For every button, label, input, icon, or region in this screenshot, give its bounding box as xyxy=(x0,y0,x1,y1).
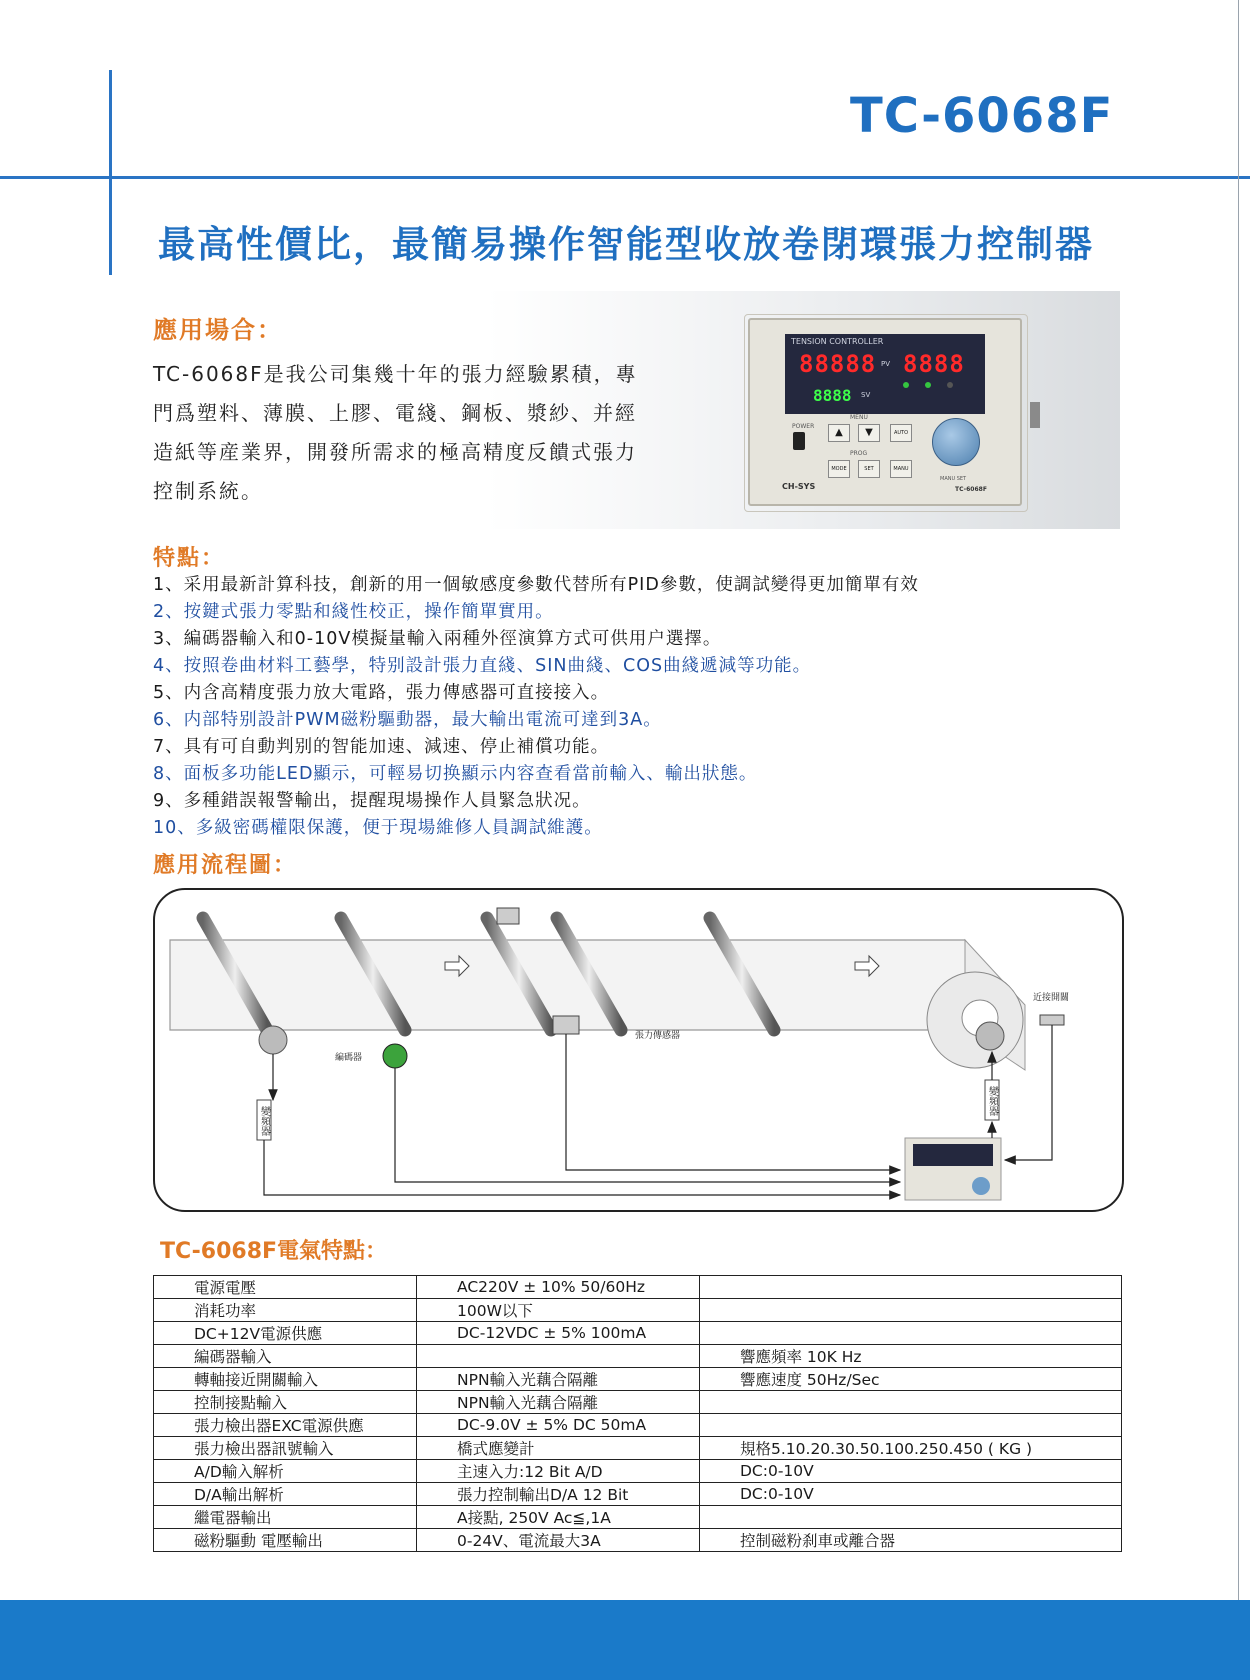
table-row xyxy=(154,1391,1122,1414)
mode-button: MODE xyxy=(828,460,850,478)
flow-diagram xyxy=(153,888,1124,1212)
encoder-label: 編碼器 xyxy=(335,1053,363,1063)
spec-name: 磁粉驅動 電壓輸出 xyxy=(154,1529,417,1552)
spec-note: 規格5.10.20.30.50.100.250.450 ( KG ) xyxy=(700,1437,1122,1460)
proximity-switch xyxy=(1040,1015,1064,1025)
features-list xyxy=(153,572,919,842)
spec-value: 0-24V、電流最大3A xyxy=(417,1529,700,1552)
tension-knob xyxy=(932,418,980,466)
spec-note xyxy=(700,1391,1122,1414)
table-row xyxy=(154,1437,1122,1460)
spec-value: A接點, 250V Ac≦,1A xyxy=(417,1506,700,1529)
feature-item: 3、編碼器輸入和0-10V模擬量輸入兩種外徑演算方式可供用户選擇。 xyxy=(153,629,722,649)
spec-value: DC-9.0V ± 5% DC 50mA xyxy=(417,1414,700,1437)
right-display: 8888 xyxy=(903,350,965,378)
brand-label: CH-SYS xyxy=(782,482,816,491)
pv-display: 88888 xyxy=(799,350,877,378)
pv-label: PV xyxy=(881,360,891,368)
features-title: 特點： xyxy=(153,546,226,571)
electrical-title: TC-6068F電氣特點： xyxy=(160,1239,388,1264)
spec-value: NPN輸入光藕合隔離 xyxy=(417,1368,700,1391)
spec-value: 張力控制輸出D/A 12 Bit xyxy=(417,1483,700,1506)
set-button: SET xyxy=(858,460,880,478)
spec-note: 響應速度 50Hz/Sec xyxy=(700,1368,1122,1391)
spec-value: AC220V ± 10% 50/60Hz xyxy=(417,1276,700,1299)
manu-button: MANU xyxy=(890,460,912,478)
status-led xyxy=(947,382,953,388)
manual-set-label: MANU SET xyxy=(940,476,967,482)
footer-band xyxy=(0,1600,1250,1680)
spec-note: DC:0-10V xyxy=(700,1460,1122,1483)
spec-note xyxy=(700,1322,1122,1345)
spec-table xyxy=(153,1275,1122,1552)
spec-name: DC+12V電源供應 xyxy=(154,1322,417,1345)
model-title: TC-6068F xyxy=(850,88,1114,144)
down-button: ▼ xyxy=(858,424,880,442)
spec-name: 張力檢出器訊號輸入 xyxy=(154,1437,417,1460)
feature-item: 7、具有可自動判别的智能加速、減速、停止補償功能。 xyxy=(153,737,610,757)
sv-display: 8888 xyxy=(813,386,852,405)
panel-title: TENSION CONTROLLER xyxy=(791,337,884,346)
spec-value: NPN輸入光藕合隔離 xyxy=(417,1391,700,1414)
spec-name: 張力檢出器EXC電源供應 xyxy=(154,1414,417,1437)
mini-controller-knob xyxy=(972,1177,990,1195)
sv-label: SV xyxy=(861,391,871,399)
spec-note: DC:0-10V xyxy=(700,1483,1122,1506)
page-headline: 最高性價比，最簡易操作智能型收放卷閉環張力控制器 xyxy=(158,223,1094,266)
prog-label: PROG xyxy=(850,450,868,457)
spec-name: 繼電器輸出 xyxy=(154,1506,417,1529)
application-line: TC-6068F是我公司集幾十年的張力經驗累積，專 xyxy=(153,362,638,386)
table-row xyxy=(154,1345,1122,1368)
spec-value: 主速入力:12 Bit A/D xyxy=(417,1460,700,1483)
feature-item: 10、多級密碼權限保護，便于現場維修人員調試維護。 xyxy=(153,818,603,838)
application-line: 控制系統。 xyxy=(153,479,263,503)
up-button: ▲ xyxy=(828,424,850,442)
flow-diagram-svg xyxy=(155,890,1122,1210)
rewind-motor xyxy=(976,1022,1004,1050)
table-row xyxy=(154,1368,1122,1391)
wire xyxy=(395,1068,900,1182)
tension-sensor-top xyxy=(497,908,519,924)
controller-device-image xyxy=(748,318,1022,506)
side-clip xyxy=(1030,402,1040,428)
feature-item: 5、内含高精度張力放大電路，張力傳感器可直接接入。 xyxy=(153,683,610,703)
spec-name: 控制接點輸入 xyxy=(154,1391,417,1414)
feature-item: 8、面板多功能LED顯示，可輕易切换顯示内容查看當前輸入、輸出狀態。 xyxy=(153,764,758,784)
spec-note xyxy=(700,1506,1122,1529)
spec-note: 控制磁粉刹車或離合器 xyxy=(700,1529,1122,1552)
power-label: POWER xyxy=(792,423,815,430)
spec-value: 100W以下 xyxy=(417,1299,700,1322)
menu-label: MENU xyxy=(850,414,868,421)
spec-value xyxy=(417,1345,700,1368)
status-led xyxy=(925,382,931,388)
power-switch xyxy=(793,432,805,450)
spec-note xyxy=(700,1276,1122,1299)
table-row xyxy=(154,1529,1122,1552)
spec-name: A/D輸入解析 xyxy=(154,1460,417,1483)
feature-item: 6、内部特别設計PWM磁粉驅動器，最大輸出電流可達到3A。 xyxy=(153,710,662,730)
spec-value: 橋式應變計 xyxy=(417,1437,700,1460)
inverter-label: 變頻器 xyxy=(986,1086,998,1116)
feature-item: 4、按照卷曲材料工藝學，特别設計張力直綫、SIN曲綫、COS曲綫遞減等功能。 xyxy=(153,656,812,676)
device-display-panel xyxy=(785,334,985,414)
table-row xyxy=(154,1483,1122,1506)
tension-sensor-bottom xyxy=(553,1016,579,1034)
feature-item: 9、多種錯誤報警輸出，提醒現場操作人員緊急狀况。 xyxy=(153,791,591,811)
vertical-accent-line xyxy=(109,70,112,275)
feature-item: 1、采用最新計算科技，創新的用一個敏感度參數代替所有PID參數，使調試變得更加簡單有效 xyxy=(153,575,919,595)
spec-note xyxy=(700,1414,1122,1437)
application-title: 應用場合： xyxy=(153,316,283,344)
inverter-label: 變頻器 xyxy=(258,1106,270,1136)
spec-note: 響應頻率 10K Hz xyxy=(700,1345,1122,1368)
table-row xyxy=(154,1276,1122,1299)
horizontal-accent-line xyxy=(0,176,1250,179)
auto-button: AUTO xyxy=(890,424,912,442)
unwind-motor xyxy=(259,1026,287,1054)
model-plate: TC-6068F xyxy=(955,486,987,493)
application-line: 造紙等産業界，開發所需求的極高精度反饋式張力 xyxy=(153,440,637,464)
application-line: 門爲塑料、薄膜、上膠、電綫、鋼板、漿紗、并經 xyxy=(153,401,637,425)
spec-name: 轉軸接近開關輸入 xyxy=(154,1368,417,1391)
sensor-label: 張力傳感器 xyxy=(635,1031,681,1041)
mini-controller-display xyxy=(913,1144,993,1166)
flow-title: 應用流程圖： xyxy=(153,853,298,878)
table-row xyxy=(154,1414,1122,1437)
wire xyxy=(264,1140,900,1195)
feature-item: 2、按鍵式張力零點和綫性校正，操作簡單實用。 xyxy=(153,602,554,622)
table-row xyxy=(154,1299,1122,1322)
table-row xyxy=(154,1322,1122,1345)
encoder-icon xyxy=(383,1044,407,1068)
spec-note xyxy=(700,1299,1122,1322)
spec-value: DC-12VDC ± 5% 100mA xyxy=(417,1322,700,1345)
spec-name: 電源電壓 xyxy=(154,1276,417,1299)
proximity-label: 近接開關 xyxy=(1033,993,1070,1003)
status-led xyxy=(903,382,909,388)
table-row xyxy=(154,1506,1122,1529)
spec-name: D/A輸出解析 xyxy=(154,1483,417,1506)
spec-name: 編碼器輸入 xyxy=(154,1345,417,1368)
table-row xyxy=(154,1460,1122,1483)
wire xyxy=(566,1034,900,1170)
application-text xyxy=(153,355,673,511)
spec-name: 消耗功率 xyxy=(154,1299,417,1322)
page-border xyxy=(1238,0,1239,1600)
